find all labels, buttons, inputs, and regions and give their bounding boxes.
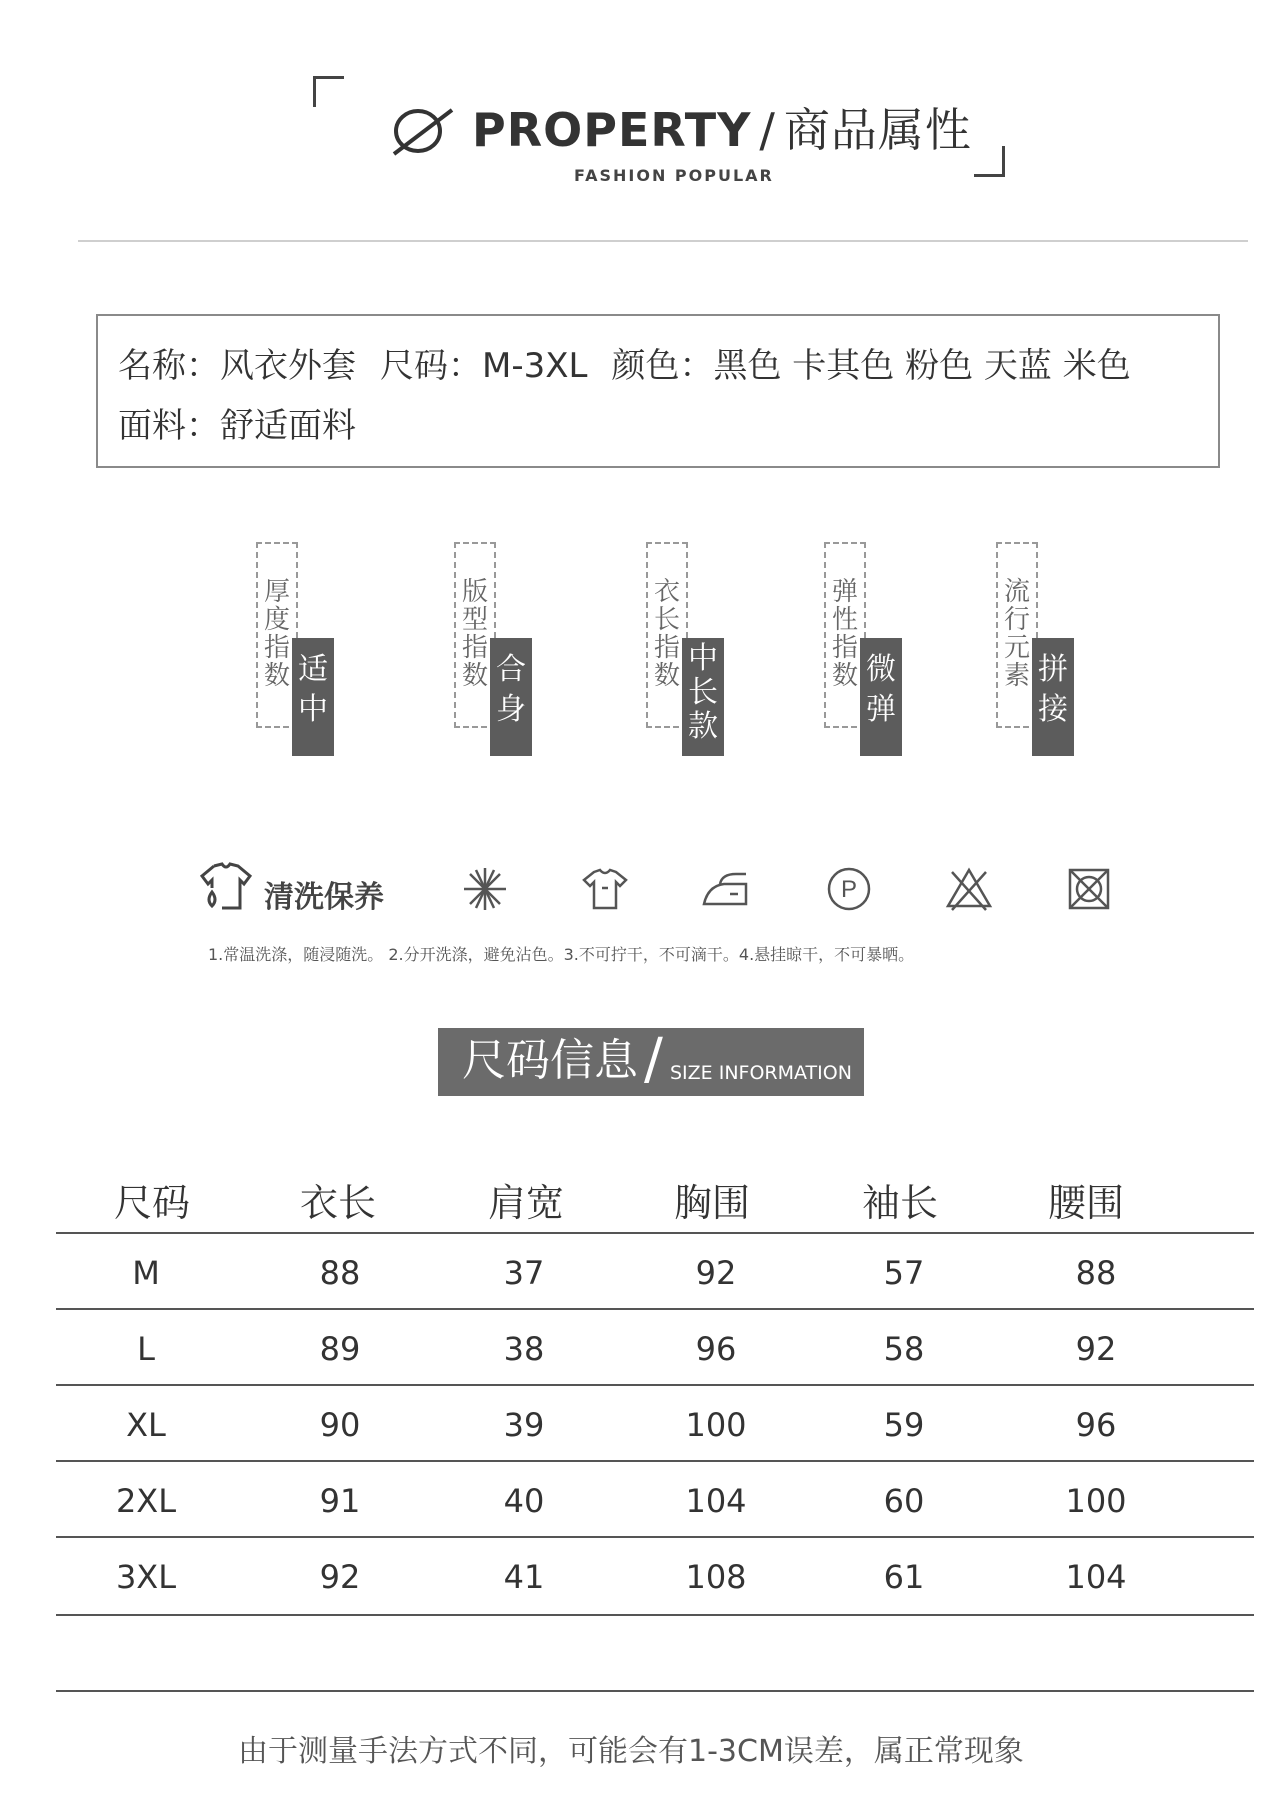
table-cell: 3XL [115, 1558, 177, 1596]
size-value: M-3XL [482, 346, 588, 386]
corner-bracket-bottom-right [974, 146, 1005, 177]
title-en: PROPERTY [472, 103, 752, 157]
size-info-banner [438, 1028, 864, 1096]
banner-title-cn: 尺码信息 [462, 1035, 638, 1086]
banner-separator: / [644, 1027, 663, 1092]
table-divider [56, 1460, 1254, 1462]
table-cell: 100 [1065, 1482, 1127, 1520]
tag-value: 中 长 款 [682, 638, 724, 756]
tag-style-element [996, 542, 1086, 756]
table-divider [56, 1614, 1254, 1616]
info-line-2 [118, 404, 356, 448]
table-divider [56, 1536, 1254, 1538]
title-separator: / [759, 103, 776, 157]
tshirt-water-icon [198, 858, 254, 914]
tag-label: 版 型 指 数 [454, 542, 496, 728]
tag-value: 拼 接 [1032, 638, 1074, 756]
care-instructions: 1.常温洗涤，随浸随洗。 2.分开洗涤，避免沾色。3.不可拧干，不可滴干。4.悬挂晾干，不可暴晒。 [208, 945, 915, 964]
color-label: 颜色： [611, 346, 714, 386]
table-cell: 96 [1075, 1406, 1117, 1444]
table-cell: 60 [883, 1482, 925, 1520]
table-cell: 92 [1075, 1330, 1117, 1368]
tag-label: 厚 度 指 数 [256, 542, 298, 728]
banner-title-en: SIZE INFORMATION [670, 1062, 852, 1084]
table-divider [56, 1384, 1254, 1386]
table-cell: 59 [883, 1406, 925, 1444]
measurement-footnote: 由于测量手法方式不同，可能会有1-3CM误差，属正常现象 [238, 1734, 1024, 1769]
no-chlorine-icon [944, 864, 994, 914]
property-logo-icon [388, 106, 456, 156]
tag-label: 衣 长 指 数 [646, 542, 688, 728]
table-cell: 57 [883, 1254, 925, 1292]
table-cell: 91 [319, 1482, 361, 1520]
table-cell: 61 [883, 1558, 925, 1596]
table-cell: 88 [1075, 1254, 1117, 1292]
name-value: 风衣外套 [220, 346, 356, 386]
table-header-chest: 胸围 [674, 1181, 751, 1225]
table-cell: XL [126, 1406, 166, 1444]
no-bleach-icon [460, 864, 510, 914]
table-cell: 100 [685, 1406, 747, 1444]
table-header-size: 尺码 [114, 1181, 191, 1225]
table-cell: 89 [319, 1330, 361, 1368]
table-divider [56, 1690, 1254, 1692]
table-divider [56, 1232, 1254, 1234]
care-title: 清洗保养 [264, 880, 384, 915]
table-cell: 39 [503, 1406, 545, 1444]
tag-value: 适 中 [292, 638, 334, 756]
table-cell: M [132, 1254, 160, 1292]
fabric-value: 舒适面料 [220, 406, 356, 446]
tag-thickness [256, 542, 346, 756]
tag-label: 弹 性 指 数 [824, 542, 866, 728]
tag-fit [454, 542, 544, 756]
page-title [472, 100, 972, 160]
table-header-length: 衣长 [300, 1181, 377, 1225]
tag-elasticity [824, 542, 914, 756]
table-header-shoulder: 肩宽 [488, 1181, 565, 1225]
table-cell: 108 [685, 1558, 747, 1596]
no-tumble-dry-icon [1064, 864, 1114, 914]
dry-clean-icon [824, 864, 874, 914]
iron-icon [700, 864, 750, 914]
info-line-1 [118, 344, 1131, 388]
fabric-label: 面料： [118, 406, 220, 446]
table-cell: 92 [319, 1558, 361, 1596]
tag-label: 流 行 元 素 [996, 542, 1038, 728]
hand-wash-icon [580, 864, 630, 914]
table-cell: 90 [319, 1406, 361, 1444]
size-label: 尺码： [380, 346, 482, 386]
color-value: 黑色 卡其色 粉色 天蓝 米色 [713, 346, 1131, 386]
header-divider [78, 240, 1248, 242]
table-cell: 2XL [115, 1482, 177, 1520]
table-cell: 104 [685, 1482, 747, 1520]
table-cell: 96 [695, 1330, 737, 1368]
table-header-waist: 腰围 [1048, 1181, 1125, 1225]
table-cell: 104 [1065, 1558, 1127, 1596]
table-cell: 88 [319, 1254, 361, 1292]
tag-value: 微 弹 [860, 638, 902, 756]
table-cell: L [137, 1330, 155, 1368]
tag-value: 合 身 [490, 638, 532, 756]
corner-bracket-top-left [313, 76, 344, 107]
tag-length [646, 542, 736, 756]
table-cell: 37 [503, 1254, 545, 1292]
table-divider [56, 1308, 1254, 1310]
name-label: 名称： [118, 346, 220, 386]
table-cell: 58 [883, 1330, 925, 1368]
table-header-sleeve: 袖长 [862, 1181, 939, 1225]
table-cell: 38 [503, 1330, 545, 1368]
table-cell: 92 [695, 1254, 737, 1292]
table-cell: 41 [503, 1558, 545, 1596]
table-cell: 40 [503, 1482, 545, 1520]
title-cn: 商品属性 [783, 103, 972, 157]
page-subtitle: FASHION POPULAR [574, 166, 774, 185]
svg-text:P: P [840, 876, 858, 903]
